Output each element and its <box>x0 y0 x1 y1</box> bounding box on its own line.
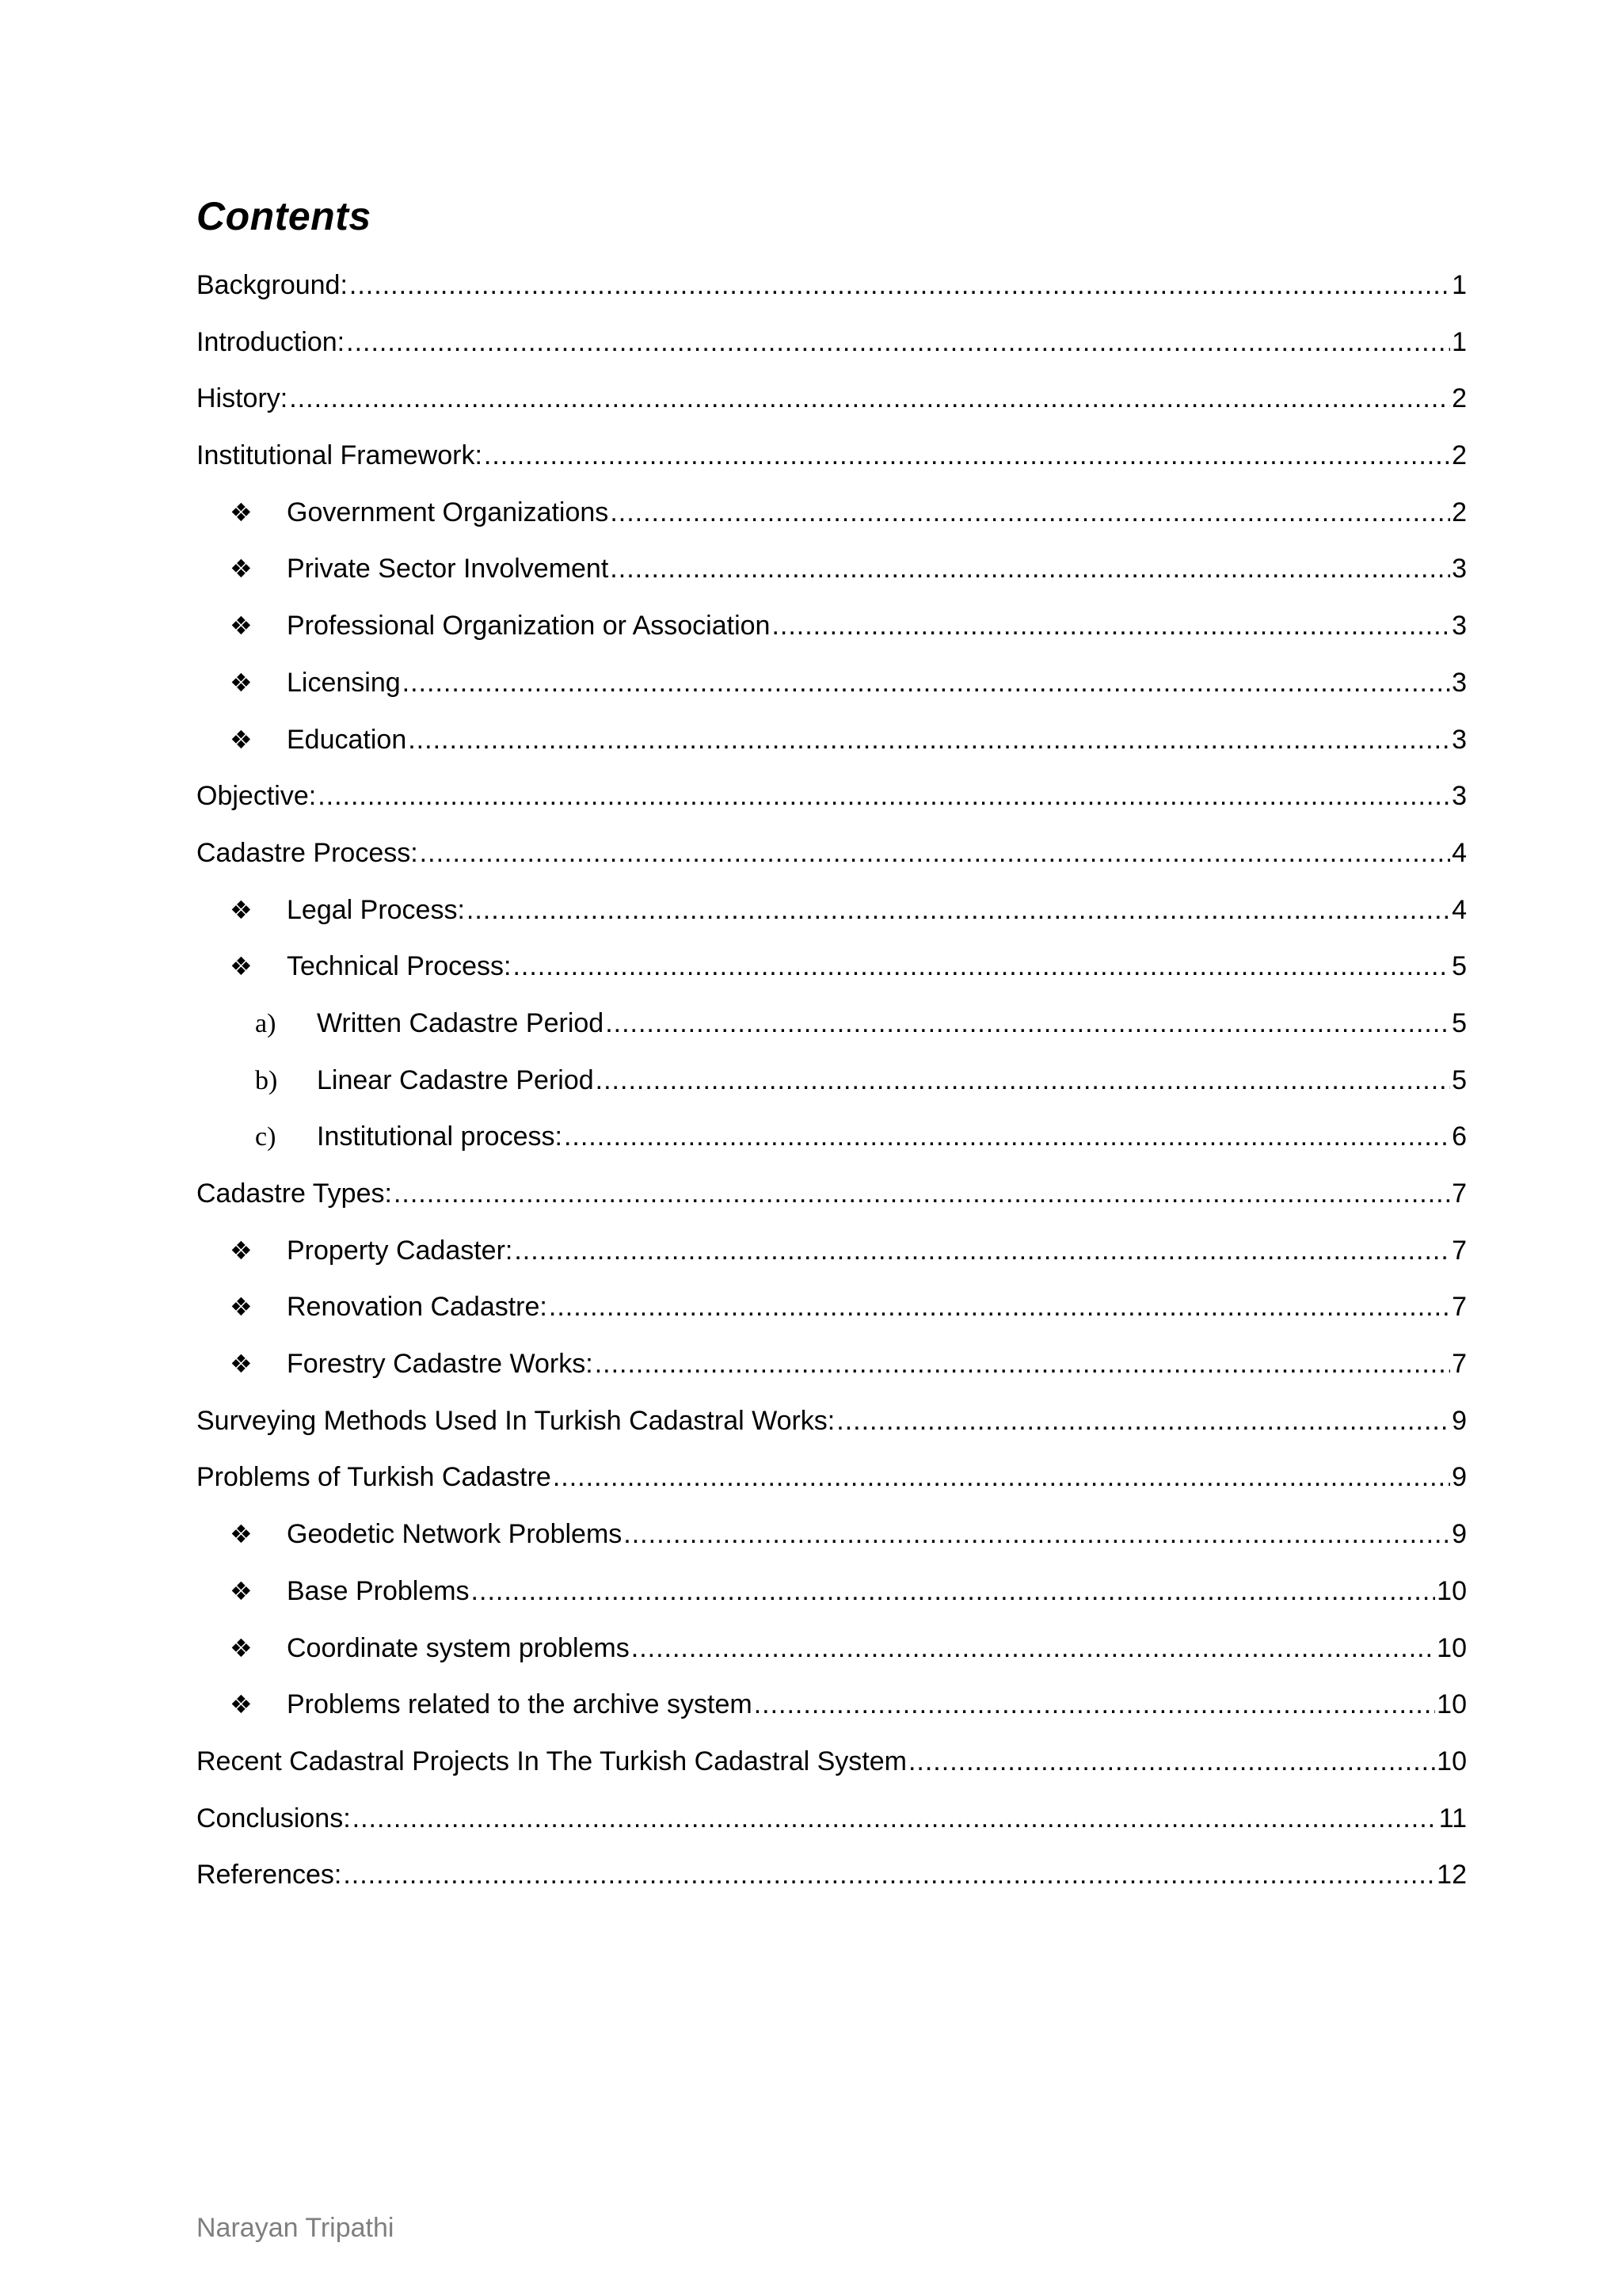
dot-leader <box>610 493 1450 531</box>
toc-entry[interactable] <box>196 550 1467 607</box>
toc-page-number: 4 <box>1452 837 1467 868</box>
toc-page-number: 3 <box>1452 724 1467 755</box>
dot-leader <box>754 1685 1435 1723</box>
toc-entry-title: Institutional Framework: <box>196 440 482 471</box>
dot-leader <box>402 664 1450 702</box>
toc-entry-title: Linear Cadastre Period <box>317 1064 594 1095</box>
dot-leader <box>908 1742 1435 1780</box>
toc-entry-title: Surveying Methods Used In Turkish Cadastral Works: <box>196 1405 836 1436</box>
dot-leader <box>484 436 1450 474</box>
dot-leader <box>346 323 1450 361</box>
toc-entry-title: Geodetic Network Problems <box>287 1519 623 1550</box>
toc-page-number: 3 <box>1452 667 1467 698</box>
dot-leader <box>352 1799 1437 1837</box>
toc-entry-title: Introduction: <box>196 326 345 357</box>
toc-entry-title: Conclusions: <box>196 1803 351 1833</box>
toc-page-number: 7 <box>1452 1292 1467 1323</box>
toc-entry-title: Professional Organization or Association <box>287 611 771 642</box>
dot-leader <box>318 777 1450 815</box>
toc-entry[interactable] <box>196 1004 1467 1061</box>
dot-leader <box>394 1175 1450 1213</box>
toc-entry[interactable] <box>196 1118 1467 1175</box>
toc-page-number: 5 <box>1452 1064 1467 1095</box>
toc-entry[interactable] <box>196 777 1467 834</box>
toc-list <box>196 266 1467 1913</box>
toc-page-number: 5 <box>1452 951 1467 982</box>
toc-page-number: 12 <box>1437 1860 1467 1890</box>
toc-entry[interactable] <box>196 1572 1467 1629</box>
dot-leader <box>549 1288 1450 1326</box>
toc-entry-title: Property Cadaster: <box>287 1235 513 1266</box>
toc-entry[interactable] <box>196 607 1467 664</box>
toc-entry-title: Cadastre Process: <box>196 837 418 868</box>
bullet-diamond-icon: ❖ <box>230 1689 253 1720</box>
toc-page-number: 7 <box>1452 1349 1467 1380</box>
bullet-diamond-icon: ❖ <box>230 1292 253 1323</box>
toc-entry[interactable] <box>196 493 1467 550</box>
bullet-diamond-icon: ❖ <box>230 497 253 527</box>
toc-entry[interactable] <box>196 1685 1467 1742</box>
toc-page-number: 1 <box>1452 326 1467 357</box>
bullet-diamond-icon: ❖ <box>230 1235 253 1266</box>
toc-entry-title: Institutional process: <box>317 1121 562 1152</box>
bullet-diamond-icon: ❖ <box>230 1519 253 1550</box>
toc-entry[interactable] <box>196 1856 1467 1913</box>
list-letter-marker: c) <box>255 1122 276 1152</box>
toc-page-number: 10 <box>1437 1575 1467 1606</box>
toc-entry[interactable] <box>196 1175 1467 1232</box>
toc-entry[interactable] <box>196 891 1467 948</box>
toc-page-number: 3 <box>1452 781 1467 812</box>
dot-leader <box>512 947 1450 985</box>
dot-leader <box>471 1572 1436 1610</box>
dot-leader <box>514 1232 1450 1270</box>
dot-leader <box>349 266 1450 304</box>
toc-entry[interactable] <box>196 1515 1467 1572</box>
toc-page-number: 10 <box>1437 1746 1467 1776</box>
toc-page-number: 2 <box>1452 440 1467 471</box>
toc-entry[interactable] <box>196 1742 1467 1799</box>
toc-entry-title: Education <box>287 724 407 755</box>
bullet-diamond-icon: ❖ <box>230 667 253 698</box>
toc-entry-title: Technical Process: <box>287 951 512 982</box>
toc-entry-title: Recent Cadastral Projects In The Turkish Cadastral System <box>196 1746 907 1776</box>
toc-page-number: 2 <box>1452 383 1467 414</box>
footer-author: Narayan Tripathi <box>196 2213 394 2243</box>
dot-leader <box>553 1458 1450 1496</box>
toc-page-number: 1 <box>1452 270 1467 300</box>
toc-entry-title: Forestry Cadastre Works: <box>287 1349 593 1380</box>
bullet-diamond-icon: ❖ <box>230 894 253 925</box>
toc-page-number: 2 <box>1452 497 1467 527</box>
toc-page-number: 9 <box>1452 1405 1467 1436</box>
dot-leader <box>564 1118 1450 1156</box>
toc-page-number: 5 <box>1452 1007 1467 1038</box>
dot-leader <box>605 1004 1450 1042</box>
toc-entry-title: Problems related to the archive system <box>287 1689 752 1720</box>
bullet-diamond-icon: ❖ <box>230 724 253 755</box>
toc-entry-title: Coordinate system problems <box>287 1632 630 1663</box>
toc-entry[interactable] <box>196 664 1467 721</box>
toc-entry-title: Renovation Cadastre: <box>287 1292 547 1323</box>
toc-entry[interactable] <box>196 947 1467 1004</box>
list-letter-marker: b) <box>255 1065 278 1095</box>
toc-entry[interactable] <box>196 721 1467 778</box>
list-letter-marker: a) <box>255 1008 276 1038</box>
bullet-diamond-icon: ❖ <box>230 554 253 584</box>
toc-entry-title: Cadastre Types: <box>196 1178 392 1209</box>
toc-entry-title: Problems of Turkish Cadastre <box>196 1462 551 1493</box>
toc-entry-title: Government Organizations <box>287 497 609 527</box>
dot-leader <box>595 1345 1450 1383</box>
toc-entry-title: Written Cadastre Period <box>317 1007 604 1038</box>
bullet-diamond-icon: ❖ <box>230 1575 253 1606</box>
toc-entry[interactable] <box>196 379 1467 436</box>
toc-entry-title: Licensing <box>287 667 401 698</box>
toc-page-number: 3 <box>1452 554 1467 584</box>
toc-entry[interactable] <box>196 436 1467 493</box>
toc-page-number: 7 <box>1452 1178 1467 1209</box>
toc-entry-title: Background: <box>196 270 348 300</box>
toc-entry-title: References: <box>196 1860 342 1890</box>
toc-entry-title: History: <box>196 383 288 414</box>
toc-page-number: 7 <box>1452 1235 1467 1266</box>
dot-leader <box>771 607 1450 645</box>
toc-page-number: 10 <box>1437 1632 1467 1663</box>
toc-page-number: 6 <box>1452 1121 1467 1152</box>
dot-leader <box>420 834 1450 872</box>
toc-entry[interactable] <box>196 1288 1467 1345</box>
toc-page-number: 9 <box>1452 1462 1467 1493</box>
toc-page-number: 10 <box>1437 1689 1467 1720</box>
dot-leader <box>289 379 1450 417</box>
dot-leader <box>466 891 1450 929</box>
toc-entry[interactable] <box>196 1061 1467 1118</box>
toc-entry[interactable] <box>196 1232 1467 1289</box>
toc-entry-title: Objective: <box>196 781 317 812</box>
toc-entry[interactable] <box>196 1629 1467 1686</box>
toc-page-number: 3 <box>1452 611 1467 642</box>
toc-entry[interactable] <box>196 1458 1467 1515</box>
toc-entry[interactable] <box>196 1345 1467 1402</box>
toc-entry[interactable] <box>196 1799 1467 1856</box>
toc-page-number: 4 <box>1452 894 1467 925</box>
toc-page-number: 11 <box>1438 1803 1467 1833</box>
dot-leader <box>343 1856 1435 1894</box>
toc-entry[interactable] <box>196 266 1467 323</box>
toc-entry[interactable] <box>196 1402 1467 1459</box>
toc-heading: Contents <box>196 194 371 238</box>
toc-entry-title: Private Sector Involvement <box>287 554 609 584</box>
toc-entry-title: Legal Process: <box>287 894 465 925</box>
dot-leader <box>631 1629 1435 1667</box>
dot-leader <box>408 721 1450 759</box>
bullet-diamond-icon: ❖ <box>230 1632 253 1663</box>
dot-leader <box>610 550 1450 588</box>
dot-leader <box>596 1061 1450 1099</box>
dot-leader <box>836 1402 1450 1440</box>
bullet-diamond-icon: ❖ <box>230 951 253 982</box>
toc-entry[interactable] <box>196 323 1467 380</box>
toc-entry[interactable] <box>196 834 1467 891</box>
bullet-diamond-icon: ❖ <box>230 611 253 642</box>
dot-leader <box>623 1515 1450 1553</box>
bullet-diamond-icon: ❖ <box>230 1349 253 1380</box>
toc-entry-title: Base Problems <box>287 1575 470 1606</box>
toc-page-number: 9 <box>1452 1519 1467 1550</box>
